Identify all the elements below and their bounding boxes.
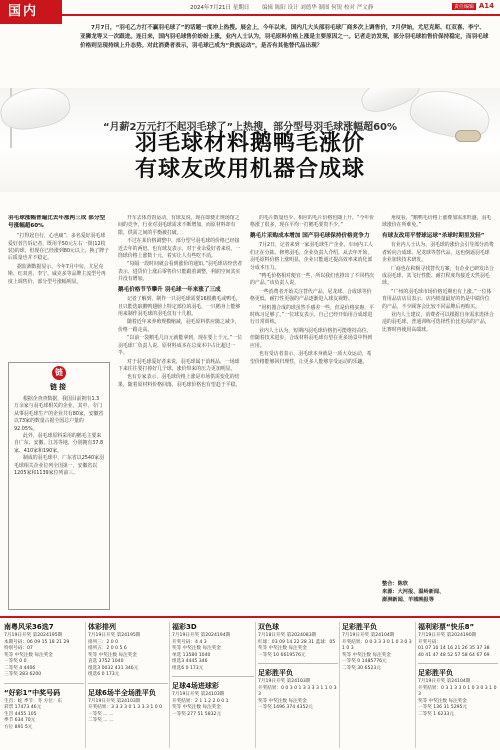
lottery-line: 一等奖 10 6619576元 xyxy=(258,652,306,658)
paragraph: 的毛片数量也少，相应的毛片价格也随上升。“今年价格涨了很多，现在平均一打鹅毛要贵不少。” xyxy=(250,215,375,229)
lottery-line: 一等奖 0 0 xyxy=(4,659,27,664)
page-number: A14 xyxy=(478,2,494,10)
paragraph: 一些消费者开始关注替代产品，尼龙球、合成球等价格更低、耐打性更强的产品逐渐进入球友视野。 xyxy=(250,288,372,303)
lottery-line: 二等奖 30 6523元 xyxy=(342,665,381,671)
box-paragraph: 根据企查查数据，我国目前拥有1.3万余家与羽毛球相关的企业，其中，专门从事羽毛球生产的企业共有80家，安徽省以73家的数量占据全国总户量的92.05%。 xyxy=(14,396,104,432)
lottery-line: 一等奖 136 31 5295元 xyxy=(418,705,468,710)
lottery-line: 7月18日开奖 第2024083期 xyxy=(258,633,317,638)
lottery-line: 7月19日开奖 第24103期 xyxy=(258,679,311,684)
paragraph: “广州的羽毛球市场价格近期也有上涨。”一位体育用品店店员表示，店内销量最好的仍是中端价位的产品，不少顾客会比较不同品牌后再购买。 xyxy=(382,288,492,310)
lottery-line: 7月19日开奖 第2024190期 xyxy=(418,633,477,638)
lottery-line: 排列五：2 0 0 5 6 xyxy=(88,646,127,651)
lottery-line: 生肖 4455 105 xyxy=(4,711,37,717)
lottery-line: 三等奖 283 6200 xyxy=(4,672,42,677)
paragraph: “以前一袋鹅毛几百元就能拿到，现在要上千元。”一位羽毛球厂负责人说，原材料成本在总成本中占比超过一半。 xyxy=(118,335,243,357)
paragraph: 记者了解到，制作一只羽毛球需要16根鹅毛或鸭毛，且只能选取鹅鸭翅膀上特定部位的羽毛，一只鹅身上能够用来制作羽毛球的羽毛仅有十几根。 xyxy=(118,296,241,318)
lottery-results xyxy=(0,616,500,750)
lottery-column xyxy=(418,622,498,750)
lottery-line: 组选6 0 173元 xyxy=(88,672,120,677)
column-divider xyxy=(415,622,416,748)
paragraph: 随着近年来养殖规模缩减，羽毛原料供应随之减少，价格一路走高。 xyxy=(118,319,240,333)
lead-paragraph xyxy=(80,24,490,88)
column-divider xyxy=(85,622,86,748)
lottery-title: 南粤风采36选7 xyxy=(4,623,54,631)
lottery-line: 直选 3752 1040 xyxy=(88,659,124,664)
byline-source-cont: 澎湃新闻、羊城晚报等 xyxy=(382,597,434,603)
lottery-line: 红球：03 09 14 22 28 31 蓝球：05 xyxy=(258,639,336,645)
lottery-title: 福利彩票“快乐8” xyxy=(418,623,475,631)
lottery-line: 40 41 47 48 52 57 58 64 67 69 xyxy=(418,652,490,658)
lottery-title: 足彩胜平负 xyxy=(258,669,293,677)
lottery-line: 7月19日开奖 第24104期 xyxy=(342,633,395,638)
related-info-box xyxy=(8,362,110,610)
paragraph: 也有专家表示，羽毛球价格上涨是市场供需变化的结果，随着原材料价格回落，羽毛球价格也有望趋于平稳。 xyxy=(118,374,241,388)
lottery-line: 一等奖 ... ... xyxy=(88,711,114,717)
paragraph: 角度看，“鹅鸭毛价格上涨叠加需求旺盛，羽毛球涨价在所难免。” xyxy=(382,215,492,229)
lottery-line: 一等奖 277 51 5832元 xyxy=(172,711,222,717)
lottery-line: 开奖结果：2 1 1 2 2 0 0 1 xyxy=(172,698,229,704)
paragraph: 有业内人士认为，羽毛球的涨价会引导部分消费者转向合成球、尼龙球等替代品，这也倒逼羽毛球企业加快技术研发。 xyxy=(382,242,494,264)
headline-line-1: 羽毛球材料鹅鸭毛涨价 xyxy=(134,131,365,156)
paragraph: 不过在某价格调整中，部分型号羽毛球的价格已经接近去年的两倍。也有球友表示，对于业余爱好者来说，一筒球价格上涨数十元，着实让人有些吃不消。 xyxy=(118,238,241,260)
lottery-line: 7月19日开奖 第2024195期 xyxy=(4,633,63,638)
lottery-line: 奖等 中奖注数 每注奖金 xyxy=(258,698,307,704)
box-title: 链接 xyxy=(50,383,68,391)
section-subheading: 鹅毛价格节节攀升 羽毛球一年来涨了三成 xyxy=(118,286,221,293)
issue-date: 2024年7月21日 星期日 xyxy=(190,5,250,11)
lottery-line: 奖等 中奖注数 每注奖金 xyxy=(4,652,53,658)
lottery-title: 体彩排列 xyxy=(88,623,116,631)
lottery-line: 组选6 0 173元 xyxy=(172,665,204,671)
column-divider xyxy=(255,622,256,748)
headline xyxy=(0,131,500,183)
paragraph: 也有受访者表示，羽毛球本身就是一项大众运动，希望价格能够回归理性，让更多人能够享受运动的乐趣。 xyxy=(250,351,372,365)
link-icon: 链 xyxy=(52,366,66,380)
headline-line-2: 有球友改用机器合成球 xyxy=(134,157,365,182)
lottery-line: 开奖号码：4 4 3 xyxy=(172,639,207,645)
paragraph: “打得起自行，心也痛”，多名爱好羽毛球爱好者告诉记者，既用半50元左右一筒(12枚装)的球，但现在已经涨到80元以上，换了牌子后质量也并不稳定。 xyxy=(8,233,110,262)
lottery-line: 特别号码：07 xyxy=(4,646,33,651)
lottery-column xyxy=(4,622,84,750)
byline-source: 来源：大河报、温岭新闻、 xyxy=(382,589,445,595)
byline-compiler: 整合：陈欣 xyxy=(382,581,408,587)
subheadline: “月薪2万元打不起羽毛球了”上热搜，部分型号羽毛球涨幅超60% xyxy=(102,122,398,133)
lottery-line: 奖等 中奖注数 每注奖金 xyxy=(172,705,221,710)
lottery-separator xyxy=(418,663,498,664)
paragraph: “用机器合成的球虽然手感差一些，但是价格实惠，平时练习足够了。”一位球友表示，自己已经开始用合成球进行日常训练。 xyxy=(250,304,375,326)
section-subheading: 有球友改用平替球运球“杀球时期里发轻” xyxy=(382,232,485,239)
paragraph: 业内人士认为，短期内羽毛球价格仍可能维持高位，但随着技术进步，合成材料羽毛球有望在更多场景中得到应用。 xyxy=(250,327,373,349)
lottery-line: 开奖结果：3 3 3 3 0 1 3 3 3 1 0 0 xyxy=(88,705,163,710)
lottery-line: 方位 891 5元 xyxy=(4,724,33,730)
lottery-line: 奖等 中奖注数 每注奖金 xyxy=(172,646,221,651)
lottery-line: 7月19日开奖 第24195期 xyxy=(88,633,141,638)
paragraph: 业内人士建议，消费者可以根据自身需求选择合适的羽毛球，普通训练可选择性价比更高的产品，比赛时再使用高端球。 xyxy=(382,312,494,333)
column-divider xyxy=(339,622,340,748)
lottery-separator xyxy=(172,676,254,677)
lottery-line: 排列三：2 0 0 xyxy=(88,639,119,645)
paragraph: 开车去体育馆运动，有球友说，现在即便正规场馆之间的竞争，行业对羽毛球需求不断增加，而原材料却有限，供需之间的平衡被打破。 xyxy=(118,215,240,236)
lottery-line: 本期号码：06 09 15 18 21 29 xyxy=(4,639,70,645)
lottery-line: 奖等 中奖注数 每注奖金 xyxy=(418,698,467,704)
lottery-line: 二等奖 1 6233元 xyxy=(418,711,454,717)
paragraph: “鸭毛价格相对便宜一些，所以我们也推出了不同档次的产品。”该负责人说。 xyxy=(250,273,375,287)
paragraph: 据监测数据显示，今年7月中旬，尤尼克斯、红双喜、李宁、威克多等品牌主流型号再度上调售价，部分型号涨幅明显。 xyxy=(8,263,106,285)
lottery-line: 7月19日开奖 第24103期 xyxy=(88,698,141,704)
lottery-line: 季节 634 70元 xyxy=(4,718,36,723)
lottery-line: 二等奖 ... ... xyxy=(88,718,114,723)
lottery-line: 奖等 中奖注数 每注奖金 xyxy=(88,652,137,658)
lottery-line: 7月19日开奖 第24104期 xyxy=(418,679,471,684)
lottery-title: 足球6场半全场胜平负 xyxy=(88,688,156,697)
article-column-3 xyxy=(250,215,375,610)
lottery-column xyxy=(88,622,168,750)
article-column-1 xyxy=(8,215,110,360)
box-paragraph: 此外，羽毛球原料采用的鹅毛主要来自广东、安徽、江苏等地，分别拥有37.8家、410家和190家。 xyxy=(14,433,104,454)
lead-text: 7月7日，“羽毛乙方打不赢羽毛球了”的话题一度冲上热搜。展会上，今年以来，国内几大头部羽毛球厂商多次上调售价，7月伊始，尤尼克斯、红双喜、李宁、亚狮龙等又一次跟进。连日来，国内羽毛球售价纷纷上涨，业内人士认为，羽毛原料价格上涨是主要原因之一。记者走访发现，部分羽毛球拍售价保持稳定，而羽毛球价格则呈现持续上升态势。对此消费者表示，羽毛球已成为“贵族运动”，是否有其他替代品出现？ xyxy=(80,25,489,49)
article-column-2 xyxy=(118,215,243,610)
lottery-column xyxy=(172,622,254,750)
paragraph: “每隔一段时间就会看到涨价的通知。”羽毛球店经营者表示，进货价上涨后零售价只能跟着调整，利润空间其实并没有增加。 xyxy=(118,261,243,283)
lottery-separator xyxy=(88,683,168,684)
lottery-line: 开奖结果：0 3 1 3 3 0 1 0 3 0 3 1 0 3 xyxy=(418,685,497,697)
lottery-line: 彩票 17473 46元 xyxy=(4,705,42,710)
lottery-column xyxy=(258,622,338,750)
lottery-line: 01 07 10 14 16 21 26 35 37 38 xyxy=(418,646,490,651)
lottery-line: 二等奖 4 4406 xyxy=(4,665,36,671)
lottery-line: 一等奖 0 1485776元 xyxy=(342,659,387,664)
section-lead: 羽毛球涨幅普遍比去年涨两三成 部分型号涨幅超60% xyxy=(8,215,106,229)
lottery-separator xyxy=(258,663,338,664)
lottery-separator xyxy=(4,683,84,684)
section-tag: 国内 xyxy=(0,0,62,24)
lottery-line: 开奖结果：0 0 3 0 1 3 3 3 3 1 1 0 3 3 xyxy=(258,685,337,697)
lottery-line: 单选 13580 1040 xyxy=(172,652,211,658)
editor-badge: 责任编辑 xyxy=(453,4,474,10)
section-subheading: 鹅毛片采购成本增加 国产羽毛球保持价格竞争力 xyxy=(250,232,370,239)
lottery-line: 组选3 0032 431 346元 xyxy=(88,665,139,671)
paragraph: 对于羽毛球爱好者来说，羽毛球属于消耗品，一场球下来往往要打掉好几个球，涨价带来的压力更加明显。 xyxy=(118,358,240,372)
lottery-line: 开奖号码： xyxy=(418,639,441,645)
box-paragraph: 制成的羽毛球中，广东省以2540家羽毛球相关企业位列全国第一，安徽省以1205家和1139家位列前三。 xyxy=(14,455,104,477)
lottery-column xyxy=(342,622,414,750)
lottery-line: 一等奖 1496 374 4352元 xyxy=(258,705,313,710)
lottery-title: 足彩胜平负 xyxy=(418,669,453,677)
lottery-line: 7月19日开奖 第24103期 xyxy=(172,692,225,697)
lottery-title: 足球4场进球彩 xyxy=(172,682,219,690)
lottery-title: 足彩胜平负 xyxy=(342,623,377,631)
lottery-title: 双色球 xyxy=(258,623,279,631)
lottery-title: 福彩3D xyxy=(172,623,197,631)
lottery-line: 组选3 4445 346 xyxy=(172,659,208,664)
lottery-line: 开奖结果：0 0 3 3 3 0 1 0 3 0 3 1 0 3 xyxy=(342,639,412,651)
editor-credits: 编辑 陈阳 设计 刘德华 制图 何锐 校对 严文静 xyxy=(262,5,374,11)
lottery-title: “好彩1”中奖号码 xyxy=(4,688,61,697)
lottery-line: 奖等 中奖注数 每注奖金 xyxy=(342,652,391,658)
column-divider xyxy=(169,622,170,748)
byline xyxy=(382,580,494,604)
page-header xyxy=(0,0,500,19)
lottery-line: 奖等 中奖注数 每注奖金 xyxy=(258,646,307,651)
lottery-line: 7月19日开奖 第2024194期 xyxy=(172,633,231,638)
article-column-4 xyxy=(382,215,494,610)
paragraph: 7月2日，记者来到一家羽毛球生产企业，车间内工人们正在分拣、修剪羽毛。企业负责人介绍，从去年开始，羽毛原料价格上涨明显，企业只能通过提高效率来消化部分成本压力。 xyxy=(250,242,373,271)
paragraph: 厂商也在积极寻找替代方案，有企业已研发出合成羽毛球，其飞行性能、耐打程度均接近天然羽毛球。 xyxy=(382,265,494,287)
lottery-line: 生肖：蛇 季节：冬 方位：东 xyxy=(4,698,63,704)
